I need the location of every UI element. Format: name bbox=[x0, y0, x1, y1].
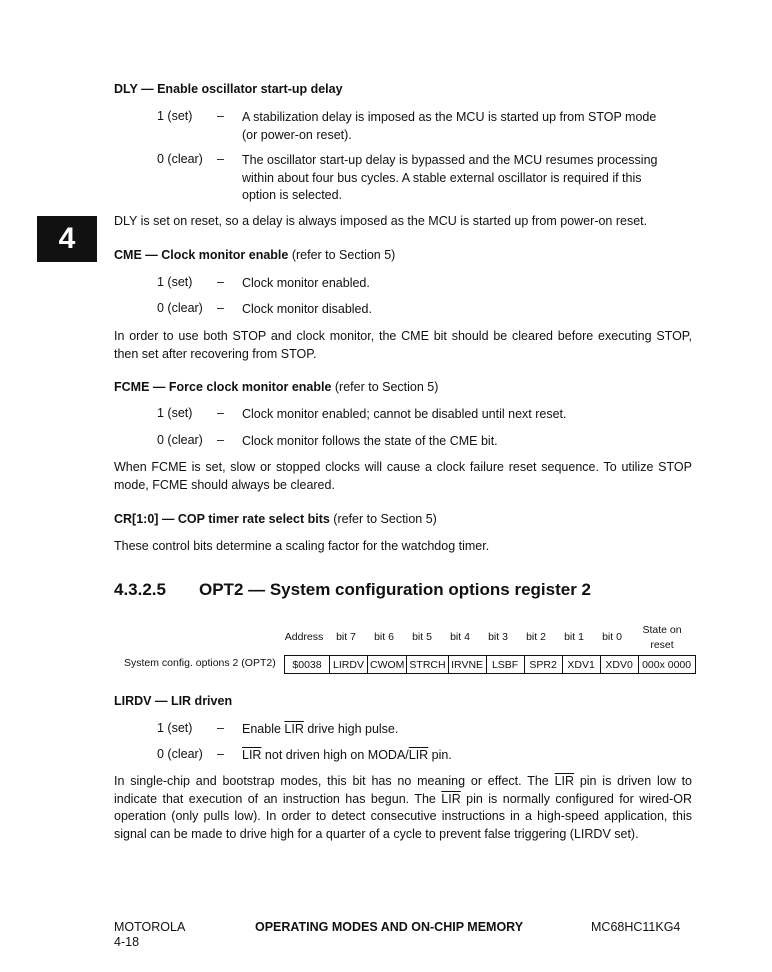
cme-clear-value: 0 (clear) bbox=[157, 301, 203, 315]
chapter-tab: 4 bbox=[37, 216, 97, 262]
fcme-set-value: 1 (set) bbox=[157, 406, 193, 420]
cme-note: In order to use both STOP and clock monitor, the CME bit should be cleared before executing STOP, then set after recovering from STOP. bbox=[114, 329, 692, 361]
lirdv-clear-dash: – bbox=[217, 747, 224, 761]
reg-cell-xdv1: XDV1 bbox=[562, 656, 600, 674]
fcme-set-dash: – bbox=[217, 406, 224, 420]
cr-name: CR[1:0] bbox=[114, 512, 159, 526]
fcme-sep: — bbox=[149, 380, 169, 394]
lirdv-sep: — bbox=[151, 694, 171, 708]
fcme-heading bbox=[114, 380, 438, 394]
dly-set-dash: – bbox=[217, 109, 224, 123]
register-table bbox=[284, 655, 696, 674]
reg-header-bit5: bit 5 bbox=[412, 631, 432, 643]
lirdv-desc: LIR driven bbox=[170, 694, 233, 708]
lirdv-clear-text-2: not driven high on MODA/ bbox=[261, 748, 409, 762]
lirdv-note bbox=[114, 773, 692, 843]
lirdv-set-dash: – bbox=[217, 721, 224, 735]
dly-note: DLY is set on reset, so a delay is always imposed as the MCU is started up from power-on reset. bbox=[114, 214, 648, 228]
reg-cell-reset: 000x 0000 bbox=[638, 656, 695, 674]
fcme-set-desc: Clock monitor enabled; cannot be disabled until next reset. bbox=[242, 407, 567, 421]
cme-set-dash: – bbox=[217, 275, 224, 289]
section-title: OPT2 — System configuration options register 2 bbox=[199, 580, 592, 599]
reg-cell-strch: STRCH bbox=[407, 656, 448, 674]
dly-desc: Enable oscillator start-up delay bbox=[157, 82, 343, 96]
reg-cell-cwom: CWOM bbox=[368, 656, 407, 674]
dly-set-value: 1 (set) bbox=[157, 109, 193, 123]
reg-header-bit0: bit 0 bbox=[602, 631, 622, 643]
fcme-desc: Force clock monitor enable bbox=[168, 380, 332, 394]
reg-cell-lirdv: LIRDV bbox=[330, 656, 368, 674]
reg-cell-xdv0: XDV0 bbox=[600, 656, 638, 674]
dly-sep: — bbox=[137, 82, 158, 96]
dly-heading bbox=[114, 82, 343, 96]
lirdv-set-desc bbox=[242, 721, 662, 739]
reg-cell-address: $0038 bbox=[285, 656, 330, 674]
reg-header-bit4: bit 4 bbox=[450, 631, 470, 643]
reg-header-bit6: bit 6 bbox=[374, 631, 394, 643]
fcme-name: FCME bbox=[114, 380, 150, 394]
cme-sep: — bbox=[141, 248, 162, 262]
cme-name: CME bbox=[114, 248, 142, 262]
cr-note: These control bits determine a scaling factor for the watchdog timer. bbox=[114, 539, 490, 553]
dly-clear-desc: The oscillator start-up delay is bypassed and the MCU resumes processing within about four bus cycles. A stable external oscillator is required if this option is selected. bbox=[242, 153, 658, 202]
lirdv-clear-text-3: pin. bbox=[428, 748, 452, 762]
reg-label: System config. options 2 (OPT2) bbox=[124, 657, 276, 669]
lir-signal: $\overline{LIR}$ bbox=[441, 791, 461, 806]
footer-page-number: 4-18 bbox=[114, 935, 140, 949]
cme-clear-dash: – bbox=[217, 301, 224, 315]
lirdv-note-text-3: pin is normally configured for wired-OR operation (only pulls low). In order to detect consecutive instructions in a high-speed application, this signal can be made to drive high for a quarter of a cycle to prevent false triggering (LIRDV set). bbox=[114, 791, 693, 841]
cme-set-desc: Clock monitor enabled. bbox=[242, 276, 370, 290]
fcme-clear-value: 0 (clear) bbox=[157, 433, 203, 447]
lirdv-set-value: 1 (set) bbox=[157, 721, 193, 735]
lirdv-clear-desc bbox=[242, 747, 662, 765]
footer-chapter-title: OPERATING MODES AND ON-CHIP MEMORY bbox=[255, 920, 524, 934]
lir-signal: $\overline{LIR}$ bbox=[284, 722, 304, 736]
dly-set-desc: A stabilization delay is imposed as the MCU is started up from STOP mode (or power-on reset). bbox=[242, 110, 657, 142]
lirdv-note-text-1: In single-chip and bootstrap modes, this bit has no meaning or effect. The bbox=[114, 774, 555, 788]
lir-signal: $\overline{LIR}$ bbox=[408, 748, 429, 762]
fcme-clear-desc: Clock monitor follows the state of the CME bit. bbox=[242, 434, 498, 448]
cr-desc: COP timer rate select bits bbox=[177, 512, 330, 526]
reg-header-address: Address bbox=[284, 631, 324, 643]
reg-header-bit3: bit 3 bbox=[488, 631, 508, 643]
cr-sep: — bbox=[158, 512, 178, 526]
lir-signal: $\overline{LIR}$ bbox=[554, 774, 575, 788]
fcme-ref: (refer to Section 5) bbox=[331, 380, 439, 394]
cme-set-value: 1 (set) bbox=[157, 275, 193, 289]
fcme-note: When FCME is set, slow or stopped clocks will cause a clock failure reset sequence. To utilize STOP mode, FCME should always be cleared. bbox=[114, 460, 692, 492]
lirdv-heading bbox=[114, 694, 232, 708]
lirdv-set-text-2: drive high pulse. bbox=[303, 722, 399, 736]
fcme-clear-dash: – bbox=[217, 433, 224, 447]
lirdv-clear-value: 0 (clear) bbox=[157, 747, 203, 761]
dly-clear-value: 0 (clear) bbox=[157, 152, 203, 166]
lirdv-set-text-1: Enable bbox=[242, 722, 285, 736]
cme-desc: Clock monitor enable bbox=[161, 248, 289, 262]
reg-header-bit7: bit 7 bbox=[336, 631, 356, 643]
lirdv-name: LIRDV bbox=[114, 694, 152, 708]
reg-cell-spr2: SPR2 bbox=[524, 656, 562, 674]
dly-clear-dash: – bbox=[217, 152, 224, 166]
reg-header-state: State on reset bbox=[642, 624, 682, 651]
reg-header-bit2: bit 2 bbox=[526, 631, 546, 643]
footer-part-number: MC68HC11KG4 bbox=[591, 920, 681, 934]
dly-name: DLY bbox=[114, 82, 138, 96]
cme-heading bbox=[114, 248, 395, 262]
section-number: 4.3.2.5 bbox=[114, 580, 166, 599]
reg-cell-irvne: IRVNE bbox=[448, 656, 486, 674]
cr-heading bbox=[114, 512, 437, 526]
reg-header-bit1: bit 1 bbox=[564, 631, 584, 643]
cme-clear-desc: Clock monitor disabled. bbox=[242, 302, 372, 316]
footer-company: MOTOROLA bbox=[114, 920, 186, 934]
reg-cell-lsbf: LSBF bbox=[486, 656, 524, 674]
lirdv-note-text-2: pin is driven low to indicate that execution of an instruction has begun. The bbox=[114, 774, 692, 806]
lir-signal: $\overline{LIR}$ bbox=[242, 748, 262, 762]
cr-ref: (refer to Section 5) bbox=[329, 512, 437, 526]
cme-ref: (refer to Section 5) bbox=[288, 248, 396, 262]
